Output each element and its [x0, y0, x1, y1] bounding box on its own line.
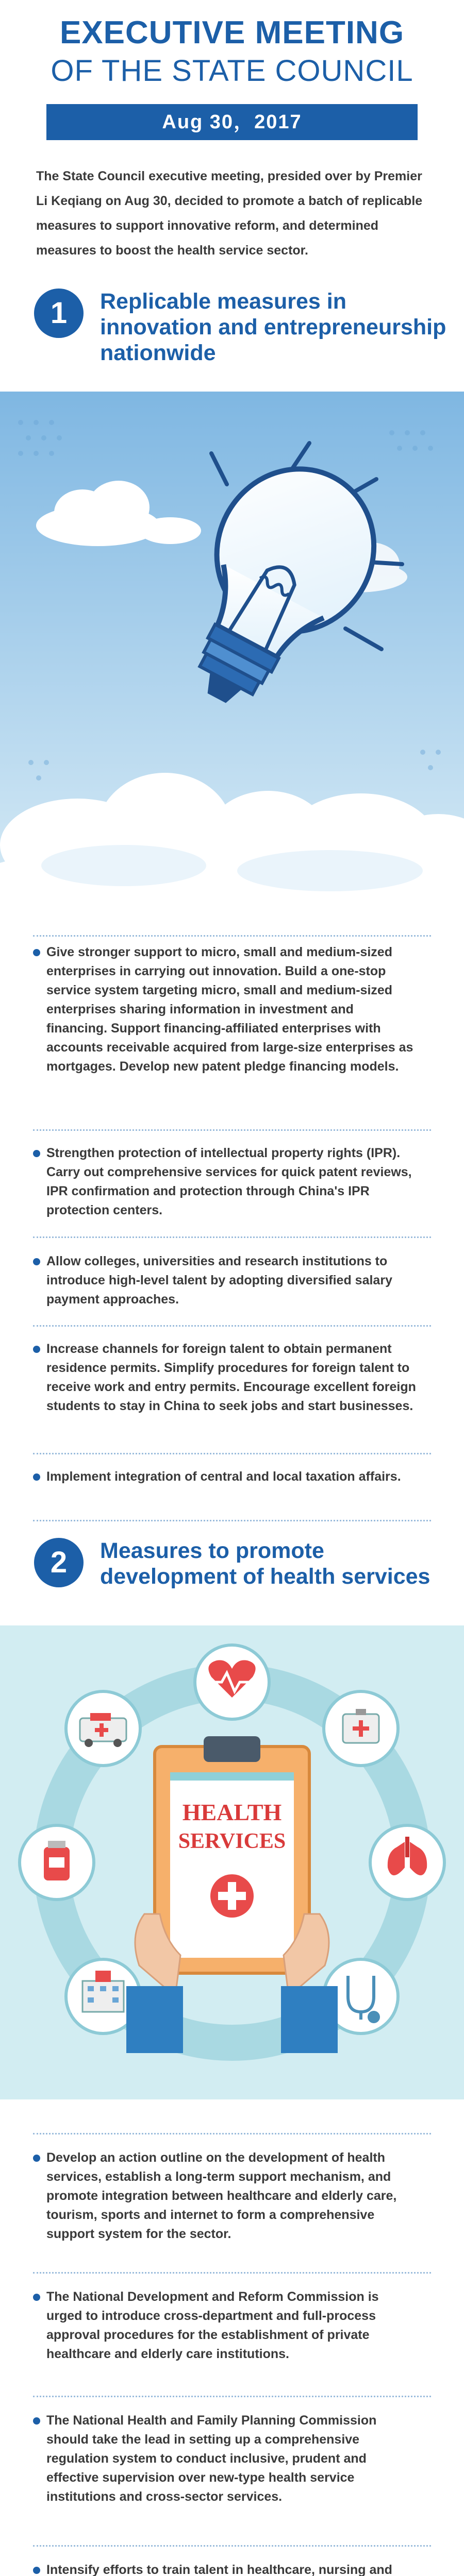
list-item: Allow colleges, universities and research institutions to introduce high-level talent by adopting diversified salary payment approaches. — [46, 1252, 418, 1309]
divider — [33, 2396, 431, 2397]
lightbulb-illustration — [0, 392, 464, 907]
divider — [33, 935, 431, 937]
divider — [33, 2133, 431, 2134]
list-item: The National Development and Reform Commission is urged to introduce cross-department and full-process approval procedures for the establishment of private healthcare and elderly care institutions. — [46, 2287, 418, 2364]
list-item: Develop an action outline on the development of health services, establish a long-term support mechanism, and promote integration between healthcare and elderly care, tourism, sports and internet to form a comprehensive support system for the sector. — [46, 2148, 418, 2244]
page-subtitle: OF THE STATE COUNCIL — [51, 54, 413, 88]
bullet-icon — [33, 2417, 40, 2425]
divider — [33, 1325, 431, 1327]
bullet-icon — [33, 1150, 40, 1157]
bullet-icon — [33, 2567, 40, 2574]
bullet-icon — [33, 1346, 40, 1353]
lightbulb-icon — [0, 392, 464, 907]
divider — [33, 2272, 431, 2274]
divider — [33, 1520, 431, 1521]
divider — [33, 1453, 431, 1454]
list-item: Implement integration of central and local taxation affairs. — [46, 1467, 418, 1486]
section-2-title: Measures to promote development of health services — [100, 1538, 430, 1589]
divider — [33, 1236, 431, 1238]
bullet-icon — [33, 949, 40, 956]
list-item: Give stronger support to micro, small and medium-sized enterprises in carrying out innovation. Build a one-stop service system targeting micro, small and medium-sized enterprises sharing information in investment and financing. Support financing-affiliated enterprises with accounts receivable acquired from large-size enterprises as mortgages. Develop new patent pledge financing models. — [46, 943, 418, 1076]
health-services-icon — [0, 1625, 464, 2099]
section-1-title: Replicable measures in innovation and entrepreneurship nationwide — [100, 289, 446, 365]
list-item: The National Health and Family Planning Commission should take the lead in setting up a comprehensive regulation system to conduct inclusive, prudent and effective supervision over new-type health service institutions and cross-sector services. — [46, 2411, 418, 2506]
date-banner: Aug 30，2017 — [46, 104, 418, 140]
intro-paragraph: The State Council executive meeting, presided over by Premier Li Keqiang on Aug 30, decided to promote a batch of replicable measures to support innovative reform, and determined measures to boost the health service sector. — [36, 169, 423, 258]
health-services-illustration — [0, 1625, 464, 2099]
header — [0, 0, 464, 289]
bullet-icon — [33, 2294, 40, 2301]
list-item: Strengthen protection of intellectual property rights (IPR). Carry out comprehensive services for quick patent reviews, IPR confirmation and protection through China's IPR protection centers. — [46, 1144, 418, 1220]
bullet-icon — [33, 2155, 40, 2162]
clipboard-title-line2: SERVICES — [178, 1829, 286, 1853]
list-item: Increase channels for foreign talent to obtain permanent residence permits. Simplify procedures for foreign talent to receive work and entry permits. Encourage excellent foreign students to stay in China to seek jobs and start businesses. — [46, 1340, 418, 1416]
clipboard-title-line1: HEALTH — [182, 1799, 282, 1825]
bullet-icon — [33, 1473, 40, 1481]
page-title: EXECUTIVE MEETING — [59, 15, 405, 50]
divider — [33, 1129, 431, 1131]
section-1-list — [0, 907, 464, 1638]
list-item: Intensify efforts to train talent in healthcare, nursing and — [46, 2561, 418, 2576]
bullet-icon — [33, 1258, 40, 1265]
section-1-number: 1 — [34, 289, 84, 338]
section-1-header — [0, 289, 464, 392]
section-2-list — [0, 2099, 464, 2576]
section-2-number: 2 — [34, 1538, 84, 1587]
divider — [33, 2545, 431, 2547]
